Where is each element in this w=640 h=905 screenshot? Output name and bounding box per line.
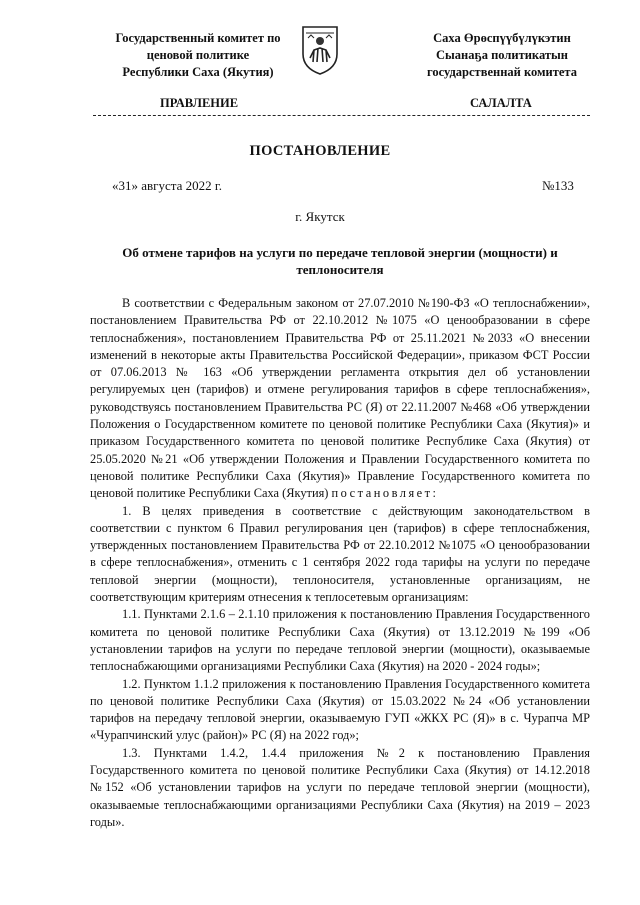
- document-city: г. Якутск: [295, 209, 345, 224]
- decree-word: постановляет:: [331, 486, 439, 501]
- committee-name-line: Сыанаҕа политикатын: [436, 48, 568, 62]
- item-1: 1. В целях приведения в соответствие с действующим законодательством в соответствии с пунктом 6 Правил регулирования цен (тарифов) в сфере теплоснабжения, утвержденных постановлением Правительства РФ от 22.10.2012 №1075 «О ценообразовании в сфере теплоснабжения», отменить с 1 сентября 2022 года тарифы на услуги по передаче тепловой энергии (мощности), теплоносителя, установленные организациям, не соответствующим критериям отнесения к теплосетевым организациям:: [90, 503, 590, 605]
- document-subject: Об отмене тарифов на услуги по передаче тепловой энергии (мощности) и теплоносителя: [122, 245, 558, 277]
- committee-name-line: ценовой политике: [146, 48, 250, 62]
- committee-name-line: Государственный комитет по: [115, 31, 281, 45]
- item-1-2: 1.2. Пунктом 1.1.2 приложения к постановлению Правления Государственного комитета по ценовой политике Республики Саха (Якутия) от 15.03.2022 №24 «Об установлении тарифов на передачу тепловой энергии, оказываемую ГУП «ЖКХ РС (Я)» в с. Чурапча МР «Чурапчинский улус (район)» РС (Я) на 2022 год»;: [90, 676, 590, 743]
- document-number: №133: [542, 178, 574, 193]
- preamble-paragraph: [90, 295, 590, 503]
- committee-name-yakut: [392, 30, 612, 81]
- document-date: «31» августа 2022 г.: [112, 178, 222, 193]
- committee-name-line: государственнай комитета: [427, 65, 577, 79]
- item-1-1: 1.1. Пунктами 2.1.6 – 2.1.10 приложения к постановлению Правления Государственного комитета по ценовой политике Республики Саха (Якутия) от 13.12.2019 №199 «Об установлении тарифов на услуги по передаче тепловой энергии (мощности), оказываемые теплоснабжающими организациями Республики Саха (Якутия) на 2020 - 2024 годы»;: [90, 607, 590, 674]
- preamble-text: В соответствии с Федеральным законом от 27.07.2010 №190-ФЗ «О теплоснабжении», постановлением Правительства РФ от 22.10.2012 №1075 «О ценообразовании в сфере теплоснабжения», постановлением Правительства РФ от 25.11.2021 №2033 «О внесении изменений в некоторые акты Правительства Российской Федерации», приказом ФСТ России от 07.06.2013 № 163 «Об утверждении регламента открытия дел об установлении регулируемых цен (тарифов) и отмене регулирования тарифов в сфере теплоснабжения», руководствуясь постановлением Правительства РС (Я) от 22.11.2007 №468 «Об утверждении Положения о Государственном комитете по ценовой политике Республики Саха (Якутия)» и приказом Государственного комитета по ценовой политике Республике Саха (Якутия) от 25.05.2020 №21 «Об утверждении Положения и Правлении Государственного комитета по ценовой политике Республики Саха (Якутия)» Правление Государственного комитета по ценовой политике Республики Саха (Якутия): [90, 296, 590, 501]
- item-1-3: 1.3. Пунктами 1.4.2, 1.4.4 приложения №2 к постановлению Правления Государственного комитета по ценовой политике Республики Саха (Якутия) от 14.12.2018 №152 «Об установлении тарифов на услуги по передаче тепловой энергии (мощности), оказываемые теплоснабжающими организациями Республики Саха (Якутия) на 2019 – 2023 годы».: [90, 745, 590, 829]
- header-divider: [93, 115, 590, 116]
- document-body: [90, 295, 590, 831]
- coat-of-arms-icon: [300, 24, 340, 76]
- committee-name-russian: [88, 30, 308, 81]
- committee-name-line: Республики Саха (Якутия): [122, 65, 274, 79]
- department-yakut: САЛАЛТА: [470, 96, 532, 110]
- committee-name-line: Саха Өрөспүүбүлүкэтин: [433, 31, 571, 45]
- document-title: ПОСТАНОВЛЕНИЕ: [249, 143, 391, 159]
- department-russian: ПРАВЛЕНИЕ: [160, 96, 239, 110]
